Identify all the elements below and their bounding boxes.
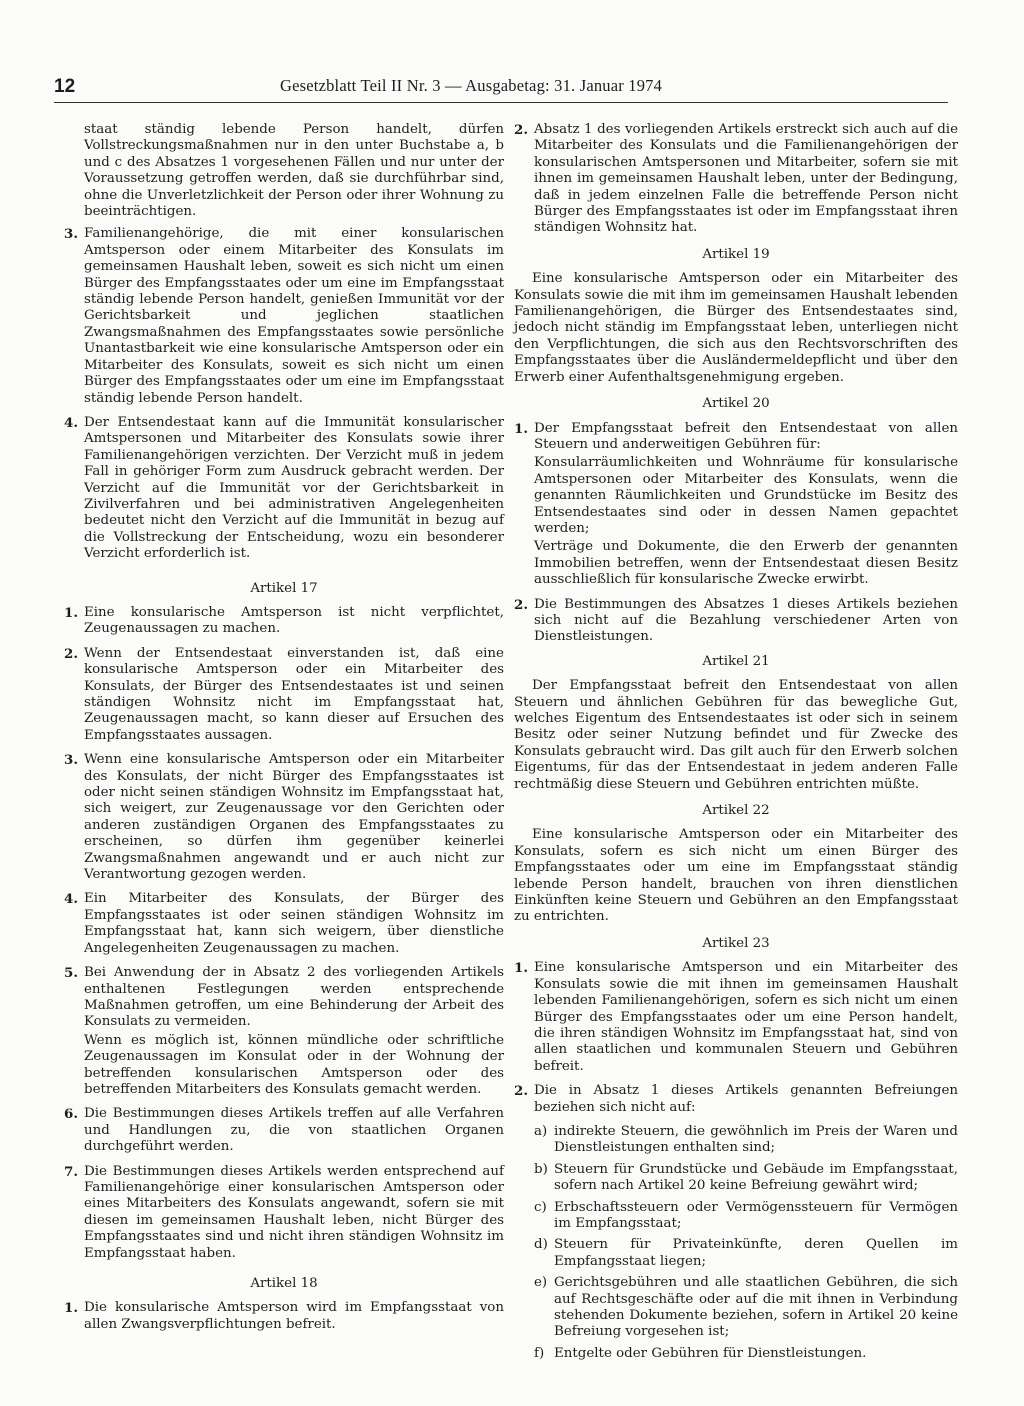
article-17-title: Artikel 17 — [250, 580, 318, 596]
article-22-text: Eine konsularische Amtsperson oder ein Mitarbeiter des Konsulats, sofern es sich nicht um einen Bürger des Empfangsstaates oder um eine im Empfangsstaat ständig lebende Person handelt, brauchen von ihren dienstlichen Einkünften keine Steuern und Gebühren an den Empfangsstaat zu entrichten. — [514, 827, 958, 925]
running-head: Gesetzblatt Teil II Nr. 3 — Ausgabetag: 31. Januar 1974 — [280, 76, 663, 95]
item-text: Wenn eine konsularische Amtsperson oder ein Mitarbeiter des Konsulats, der nicht Bürger des Empfangsstaates ist oder nicht seinen ständigen Wohnsitz im Empfangsstaat hat, sich weigert, zur Zeugenaussage vor den Gerichten oder anderen zuständigen Organen des Empfangsstaates zu erscheinen, so dürfen ihm gegenüber keinerlei Zwangsmaßnahmen angewandt und er auch nicht zur Verantwortung gezogen werden. — [84, 752, 504, 883]
sub-text: Steuern für Privateinkünfte, deren Quellen im Empfangsstaat liegen; — [554, 1237, 958, 1269]
article-22-title: Artikel 22 — [702, 803, 770, 819]
sub-text: Steuern für Grundstücke und Gebäude im Empfangsstaat, sofern nach Artikel 20 keine Befreiung gewährt wird; — [554, 1161, 958, 1194]
art23-sub-f — [534, 1346, 958, 1362]
item-text: Eine konsularische Amtsperson ist nicht verpflichtet, Zeugenaussagen zu machen. — [84, 604, 504, 637]
sub-letter: a) — [534, 1123, 548, 1139]
sub-letter: e) — [534, 1275, 548, 1291]
item-subparagraph: Konsularräumlichkeiten und Wohnräume für konsularische Amtspersonen oder Mitarbeiter des Konsulats, wenn die genannten Räumlichkeiten und Grundstücke im Besitz des Entsendestaates sind oder in dessen Namen gepachtet werden; — [534, 455, 958, 536]
item-number: 2. — [514, 1083, 528, 1100]
art17-item-3 — [64, 752, 504, 883]
item-text: Der Entsendestaat kann auf die Immunität konsularischer Amtspersonen und Mitarbeiter des Konsulats sowie ihrer Familienangehörigen verzichten. Der Verzicht muß in jedem Fall in gehöriger Form zum Ausdruck gebracht werden. Der Verzicht auf die Immunität vor der Gerichtsbarkeit in Zivilverfahren und bei administrativen Angelegenheiten bedeutet nicht den Verzicht auf die Immunität in bezug auf die Vollstreckung der Entscheidung, wozu ein besonderer Verzicht erforderlich ist. — [84, 414, 504, 562]
item-text: Wenn der Entsendestaat einverstanden ist, daß eine konsularische Amtsperson oder ein Mitarbeiter des Konsulats, der Bürger des Entsendestaates ist und seinen ständigen Wohnsitz nicht im Empfangsstaat hat, Zeugenaussagen macht, so kann dieser auf Ersuchen des Empfangsstaates aussagen. — [84, 645, 504, 743]
art23-sub-c — [534, 1200, 958, 1233]
item-text: Die Bestimmungen dieses Artikels werden entsprechend auf Familienangehörige einer konsularischen Amtsperson oder eines Mitarbeiters des Konsulats angewandt, sofern sie mit diesen im gemeinsamen Haushalt leben, nicht Bürger des Empfangsstaates sind und nicht ihren ständigen Wohnsitz im Empfangsstaat haben. — [84, 1163, 504, 1261]
art17-item-5 — [64, 965, 504, 1098]
item-number: 5. — [64, 965, 78, 982]
art23-item-1 — [514, 960, 958, 1075]
left-column — [64, 122, 504, 1341]
sub-text: Entgelte oder Gebühren für Dienstleistungen. — [554, 1345, 867, 1361]
item-text-continued: Wenn es möglich ist, können mündliche oder schriftliche Zeugenaussagen im Konsulat oder in der Wohnung der betreffenden konsularischen Amtsperson oder des betreffenden Mitarbeiters des Konsulats gemacht werden. — [84, 1032, 504, 1097]
sub-letter: f) — [534, 1345, 545, 1361]
art23-sub-d — [534, 1237, 958, 1270]
item-number: 2. — [514, 122, 528, 138]
item-number: 2. — [64, 645, 78, 662]
item-text: Der Empfangsstaat befreit den Entsendestaat von allen Steuern und anderweitigen Gebühren für: — [534, 420, 958, 452]
art20-item-1 — [514, 421, 958, 589]
art20-item-2 — [514, 597, 958, 646]
art17-item-7 — [64, 1164, 504, 1262]
right-column — [514, 122, 958, 1367]
article-21-text: Der Empfangsstaat befreit den Entsendestaat von allen Steuern und ähnlichen Gebühren für das bewegliche Gut, welches Eigentum des Entsendestaates ist oder sich in seinem Besitz oder seiner Nutzung befindet und für Zwecke des Konsulats gebraucht wird. Das gilt auch für den Erwerb solchen Eigentums, für das der Entsendestaat in jedem anderen Falle rechtmäßig diese Steuern und Gebühren entrichten müßte. — [514, 678, 958, 792]
article-20-title: Artikel 20 — [702, 396, 770, 412]
item-text: Ein Mitarbeiter des Konsulats, der Bürger des Empfangsstaates ist oder seinen ständigen Wohnsitz im Empfangsstaat hat, kann sich weigern, über dienstliche Angelegenheiten Zeugenaussagen zu machen. — [84, 891, 504, 956]
item-number: 1. — [514, 960, 528, 977]
item-number: 6. — [64, 1106, 78, 1123]
sub-letter: b) — [534, 1161, 548, 1177]
sub-letter: d) — [534, 1237, 548, 1253]
item-number: 3. — [64, 752, 78, 769]
sub-text: indirekte Steuern, die gewöhnlich im Preis der Waren und Dienstleistungen enthalten sind; — [554, 1123, 958, 1156]
item-text: Absatz 1 des vorliegenden Artikels erstreckt sich auch auf die Mitarbeiter des Konsulats und die Familienangehörigen der konsularischen Amtspersonen und Mitarbeiter, sofern sie mit ihnen im gemeinsamen Haushalt leben, unter der Bedingung, daß in jedem einzelnen Falle die betreffende Person nicht Bürger des Empfangsstaates ist oder im Empfangsstaat ihren ständigen Wohnsitz hat. — [534, 122, 958, 236]
article-23-title: Artikel 23 — [702, 935, 770, 951]
item-subparagraph: Verträge und Dokumente, die den Erwerb der genannten Immobilien betreffen, wenn der Entsendestaat diesen Besitz ausschließlich für konsularische Zwecke erwirbt. — [534, 539, 958, 588]
article-19-title: Artikel 19 — [702, 246, 770, 262]
art23-sub-a — [534, 1124, 958, 1157]
art23-item-2 — [514, 1083, 958, 1116]
art18-item-2 — [514, 122, 958, 237]
article-18-title: Artikel 18 — [250, 1276, 318, 1291]
paragraph-3 — [64, 226, 504, 406]
item-number: 4. — [64, 414, 78, 431]
continued-paragraph: staat ständig lebende Person handelt, dürfen Vollstreckungsmaßnahmen nur in den unter Buchstabe a, b und c des Absatzes 1 vorgesehenen Fällen und nur unter der Voraussetzung getroffen werden, daß sie durchführbar sind, ohne die Unverletzlichkeit der Person oder ihrer Wohnung zu beeinträchtigen. — [84, 122, 504, 220]
sub-text: Gerichtsgebühren und alle staatlichen Gebühren, die sich auf Rechtsgeschäfte oder auf die mit ihnen in Verbindung stehenden Dokumente beziehen, sofern in Artikel 20 keine Befreiung vorgesehen ist; — [554, 1275, 958, 1340]
art23-sub-b — [534, 1162, 958, 1195]
art17-item-6 — [64, 1106, 504, 1155]
paragraph-4 — [64, 415, 504, 563]
item-number: 2. — [514, 596, 528, 613]
item-text: Bei Anwendung der in Absatz 2 des vorliegenden Artikels enthaltenen Festlegungen werden entsprechende Maßnahmen getroffen, um eine Behinderung der Arbeit des Konsulats zu vermeiden. — [84, 965, 504, 1030]
page-number: 12 — [54, 76, 76, 97]
article-21-title: Artikel 21 — [702, 653, 770, 669]
item-text: Die in Absatz 1 dieses Artikels genannten Befreiungen beziehen sich nicht auf: — [534, 1083, 958, 1115]
art17-item-2 — [64, 646, 504, 744]
item-text: Die Bestimmungen des Absatzes 1 dieses Artikels beziehen sich nicht auf die Bezahlung verschiedener Arten von Dienstleistungen. — [534, 596, 958, 645]
page-header — [54, 74, 948, 103]
art23-sub-e — [534, 1275, 958, 1341]
item-number: 1. — [64, 604, 78, 621]
item-number: 3. — [64, 226, 78, 243]
item-number: 1. — [64, 1300, 78, 1317]
item-text: Die konsularische Amtsperson wird im Empfangsstaat von allen Zwangsverpflichtungen befreit. — [84, 1300, 504, 1332]
item-number: 4. — [64, 891, 78, 908]
item-text: Familienangehörige, die mit einer konsularischen Amtsperson oder einem Mitarbeiter des Konsulats im gemeinsamen Haushalt leben, soweit es sich nicht um einen Bürger des Empfangsstaates oder um eine im Empfangsstaat ständig lebende Person handelt, genießen Immunität vor der Gerichtsbarkeit und jeglichen staatlichen Zwangsmaßnahmen des Empfangsstaates sowie persönliche Unantastbarkeit wie eine konsularische Amtsperson oder ein Mitarbeiter des Konsulats, soweit es sich nicht um einen Bürger des Empfangsstaates oder um eine im Empfangsstaat ständig lebende Person handelt. — [84, 226, 504, 406]
article-19-text: Eine konsularische Amtsperson oder ein Mitarbeiter des Konsulats sowie die mit ihm im gemeinsamen Haushalt lebenden Familienangehörigen, die Bürger des Entsendestaates sind, jedoch nicht ständig im Empfangsstaat leben, unterliegen nicht den Verpflichtungen, die sich aus den Rechtsvorschriften des Empfangsstaates über die Ausländermeldepflicht und über den Erwerb einer Aufenthaltsgenehmigung ergeben. — [514, 271, 958, 385]
art17-item-1 — [64, 605, 504, 638]
art17-item-4 — [64, 891, 504, 957]
item-text: Die Bestimmungen dieses Artikels treffen auf alle Verfahren und Handlungen zu, die von staatlichen Organen durchgeführt werden. — [84, 1106, 504, 1155]
sub-letter: c) — [534, 1199, 547, 1215]
sub-text: Erbschaftssteuern oder Vermögenssteuern für Vermögen im Empfangsstaat; — [554, 1199, 958, 1231]
item-number: 1. — [514, 420, 528, 437]
art18-item-1 — [64, 1300, 504, 1333]
item-text: Eine konsularische Amtsperson und ein Mitarbeiter des Konsulats sowie die mit ihnen im gemeinsamen Haushalt lebenden Familienangehörigen, sofern es sich nicht um einen Bürger des Empfangsstaates oder um eine Person handelt, die ihren ständigen Wohnsitz im Empfangsstaat hat, sind von allen staatlichen und kommunalen Steuern und Gebühren befreit. — [534, 960, 958, 1074]
item-number: 7. — [64, 1163, 78, 1180]
